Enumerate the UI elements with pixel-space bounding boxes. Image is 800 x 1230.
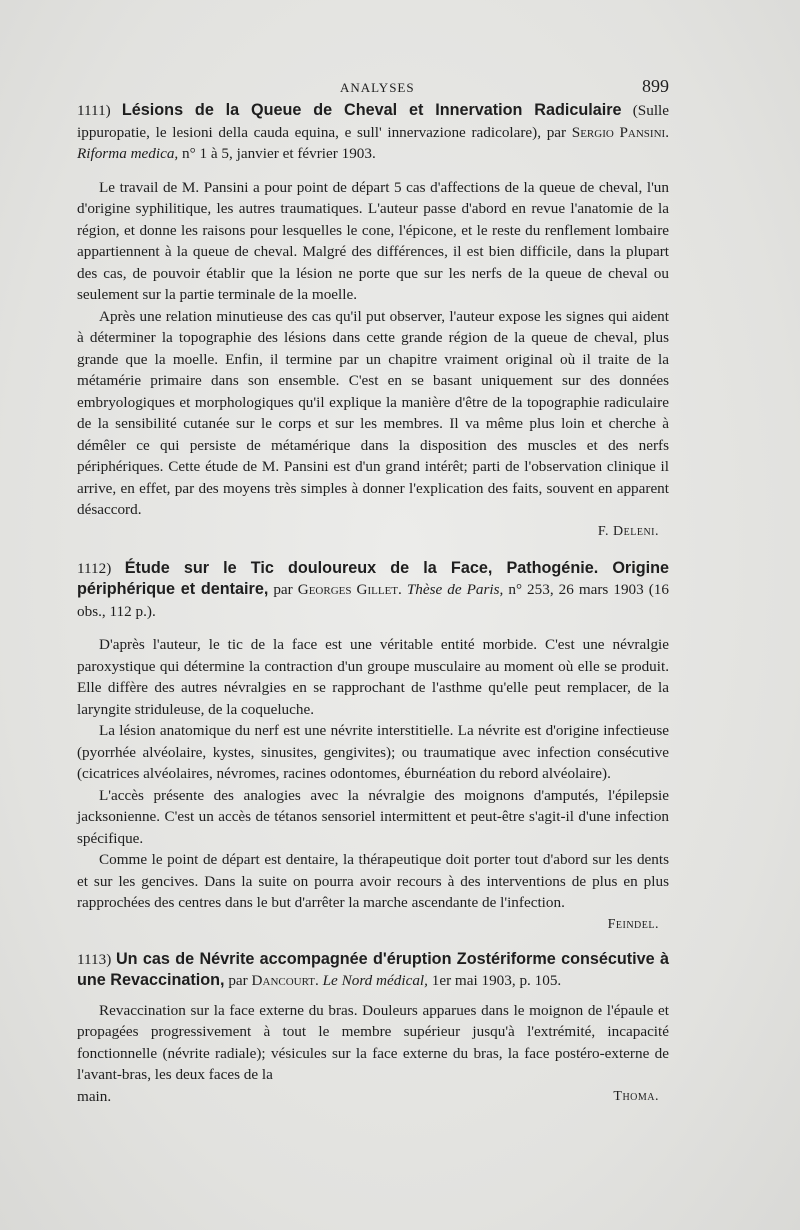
entry-journal: Riforma medica, [77,145,179,162]
entry-1113-paragraph-1: Revaccination sur la face externe du bras. Douleurs apparues dans le moignon de l'épaule et propagées progressivement à tout le membre supérieur jusqu'à l'extrémité, incapacité fonctionnelle (névrite radiale); vésicules sur la face externe du bras, la face postéro-externe de l'avant-bras, les deux faces de la [77,1001,669,1083]
entry-1111-paragraph-1: Le travail de M. Pansini a pour point de départ 5 cas d'affections de la queue de cheval, l'un d'origine syphilitique, les autres traumatiques. L'auteur passe d'abord en revue l'anatomie de la région, et donne les raisons pour lesquelles le cone, l'épicone, et le reste du renflement lombaire appartiennent à la queue de cheval. Malgré des différences, il est bien difficile, dans la plupart des cas, de pouvoir établir que la lésion ne porte que sur les nerfs de la queue de cheval ou seulement sur la partie terminale de la moelle. [77,178,669,303]
entry-journal: Le Nord médical, [322,972,428,989]
entry-1113-last-word: main. [77,1087,112,1105]
entry-1112-paragraph-1: D'après l'auteur, le tic de la face est une véritable entité morbide. C'est une névralgie paroxystique qui détermine la contraction d'un groupe musculaire au moment où elle se produit. Elle diffère des autres névralgies en se rapprochant de l'asthme qu'elle peut remplacer, de la laryngite striduleuse, de la coqueluche. [77,636,669,718]
entry-1111-paragraph-2: Après une relation minutieuse des cas qu'il put observer, l'auteur expose les signes qui aident à déterminer la topographie des lésions dans cette grande région de la queue de cheval, plus grande que la moelle. Enfin, il termine par un chapitre vraiment original où il traite de la métamérie primaire dans son ensemble. C'est en se basant uniquement sur des données embryologiques et morphologiques qu'il explique la manière d'être de la topographie radiculaire de la sensibilité cutanée sur le corps et sur les membres. Il va même plus loin et cherche à démêler ce qui persiste de métamérique dans la disposition des muscles et des nerfs périphériques. Cette étude de M. Pansini est d'un grand intérêt; parti de l'observation clinique il arrive, en effet, par des moyens très simples à donner l'explication des faits, souvent en apparent désaccord. [77,307,669,518]
entry-number: 1112) [77,559,112,577]
page-number: 899 [642,76,669,96]
entry-title: Un cas de Névrite accompagnée d'éruption Zostériforme consécutive à une Revaccination, [77,949,669,989]
running-title: ANALYSES [340,80,415,95]
entry-1113-heading [77,949,669,992]
entry-reference: par [224,972,252,989]
entry-number: 1111) [77,102,111,119]
entry-reference-tail: 1er mai 1903, p. 105. [427,972,562,989]
entry-title: Étude sur le Tic douloureux de la Face, Pathogénie. Origine périphérique et dentaire, [77,558,669,598]
entry-author: Sergio Pansini [571,123,666,141]
entry-1111-heading [77,100,669,165]
entry-author: Dancourt [251,972,316,989]
entry-1112-paragraph-2: La lésion anatomique du nerf est une névrite interstitielle. La névrite est d'origine infectieuse (pyorrhée alvéolaire, kystes, sinusites, gengivites); ou traumatique avec infection consécutive (cicatrices alvéolaires, névromes, racines odontomes, éburnéation du rebord alvéolaire). [77,722,669,782]
entry-journal: Thèse de Paris, [406,581,504,598]
entry-1112-paragraph-3: L'accès présente des analogies avec la névralgie des moignons d'amputés, l'épilepsie jacksonienne. C'est un accès de tétanos sensoriel intermittent et peut-être s'agit-il d'une infection spécifique. [77,786,669,847]
entry-reference: (Sulle ippuropatie, le lesioni della cauda equina, e sull' innervazione radicolare), par [77,102,669,141]
entry-author: Georges Gillet [297,581,399,598]
entry-reference-tail: n° 1 à 5, janvier et février 1903. [178,145,376,162]
entry-number: 1113) [77,950,112,968]
entry-title: Lésions de la Queue de Cheval et Innervation Radiculaire [121,101,622,119]
entry-1112-signature: Feindel. [607,916,659,932]
text-column [77,70,669,1107]
entry-reference-sep: . [398,581,407,598]
entry-reference-tail: n° 253, 26 mars 1903 (16 obs., 112 p.). [77,581,669,620]
entry-1113-last-line [77,1086,669,1108]
entry-1112-heading [77,558,669,623]
entry-1111-signature: F. Deleni. [597,523,659,539]
entry-reference-sep: . [315,972,323,989]
entry-1112-paragraph-4: Comme le point de départ est dentaire, la thérapeutique doit porter tout d'abord sur les dents et sur les gencives. Dans la suite on pourra avoir recours à des interventions de plus en plus rapprochées des centres dans le but d'arrêter la marche ascendante de l'infection. [77,851,669,911]
running-header [77,70,669,100]
entry-1113-signature: Thoma. [613,1088,659,1104]
entry-reference: par [268,581,298,598]
entry-reference-sep: . [665,123,669,141]
